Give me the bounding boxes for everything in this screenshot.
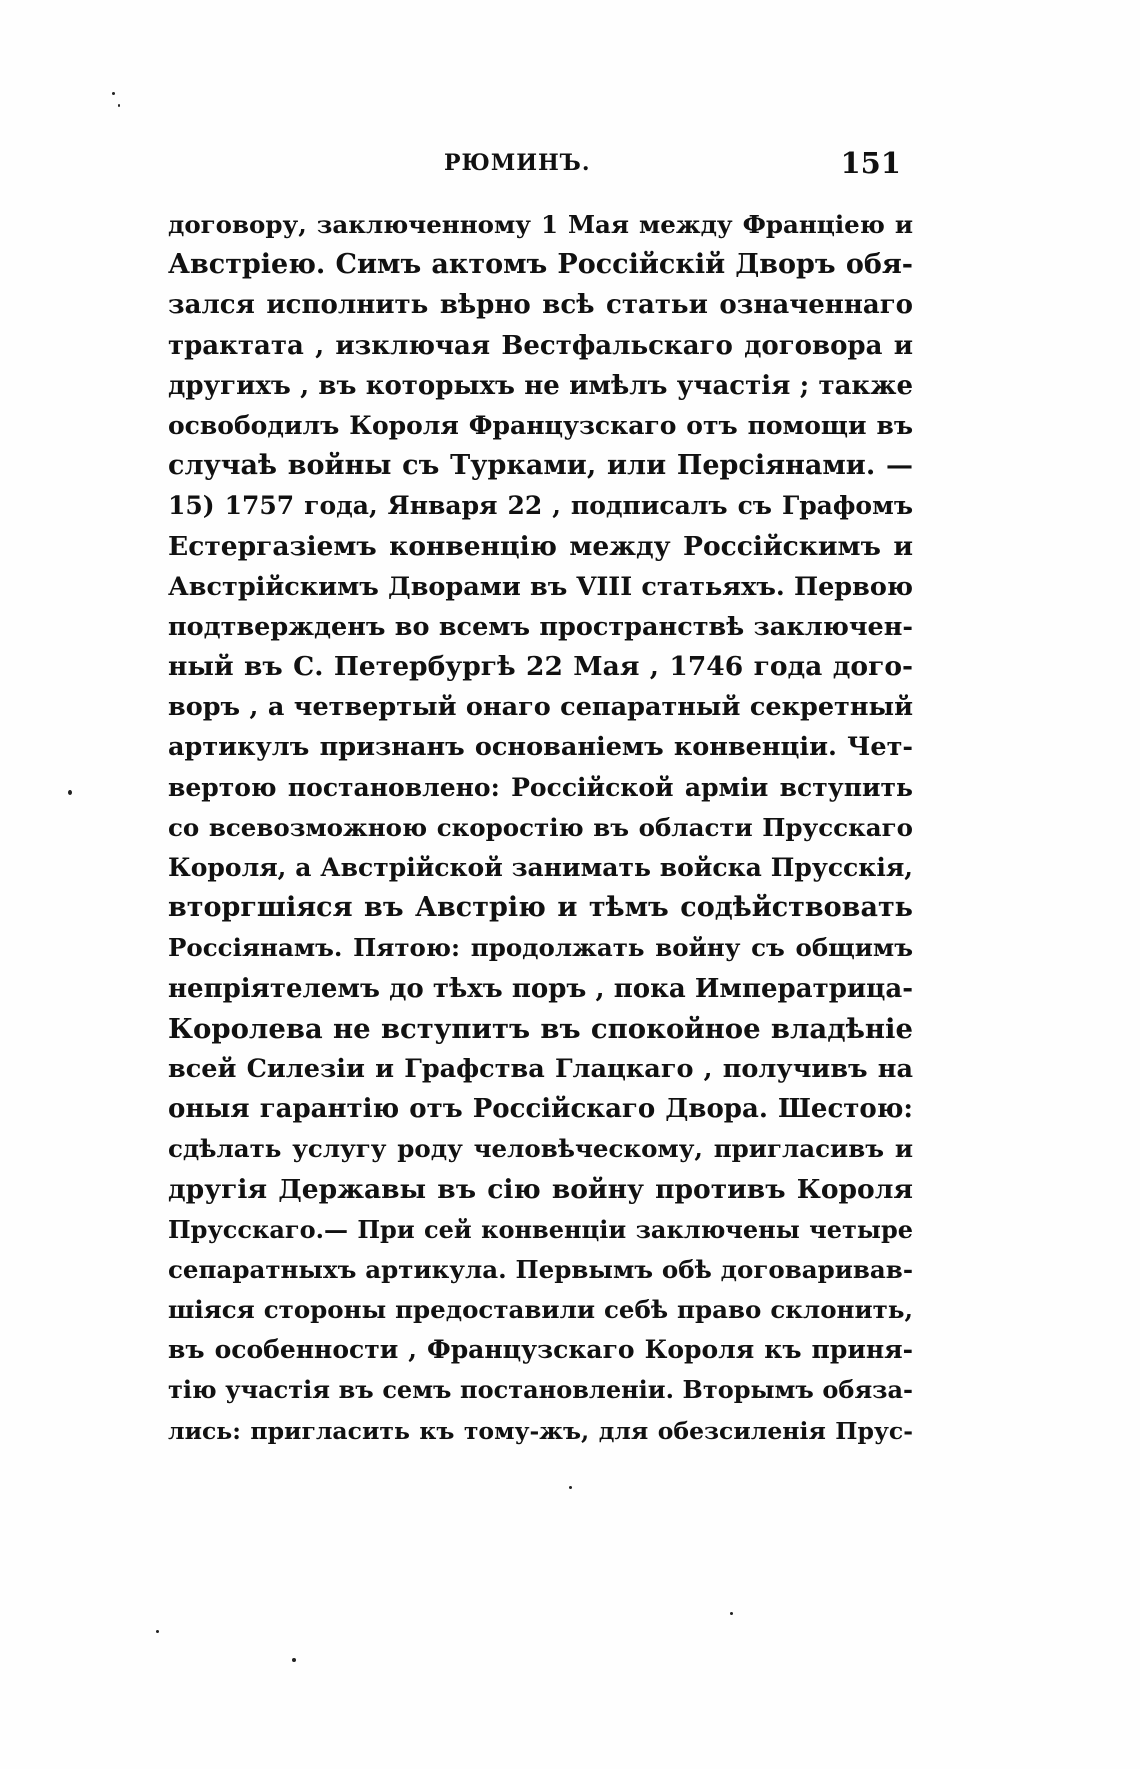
text-line: Королева не вступитъ въ спокойное владѣніе bbox=[168, 1012, 913, 1045]
scan-speck bbox=[569, 1486, 572, 1489]
text-line: сепаратныхъ артикула. Первымъ обѣ договаривав- bbox=[168, 1254, 913, 1284]
text-line: въ особенности , Французскаго Короля къ приня- bbox=[168, 1335, 913, 1365]
text-line: всей Силезіи и Графства Глацкаго , получивъ на bbox=[168, 1053, 913, 1084]
text-line: другихъ , въ которыхъ не имѣлъ участія ; также bbox=[168, 370, 913, 401]
scan-speck bbox=[112, 92, 115, 95]
text-line: Австрійскимъ Дворами въ VIII статьяхъ. Первою bbox=[168, 571, 913, 602]
text-line: подтвержденъ во всемъ пространствѣ заключен- bbox=[168, 611, 913, 642]
text-line: вторгшіяся въ Австрію и тѣмъ содѣйствовать bbox=[168, 892, 913, 924]
text-line: договору, заключенному 1 Мая между Франціею и bbox=[168, 210, 913, 239]
text-line: случаѣ войны съ Турками, или Персіянами. — bbox=[168, 450, 913, 482]
text-line: непріятелемъ до тѣхъ поръ , пока Императрица- bbox=[168, 973, 913, 1004]
text-line: ный въ С. Петербургѣ 22 Мая , 1746 года дого- bbox=[168, 651, 913, 683]
text-line: оныя гарантію отъ Россійскаго Двора. Шестою: bbox=[168, 1094, 913, 1125]
text-line: тію участія въ семъ постановленіи. Вторымъ обяза- bbox=[168, 1375, 913, 1405]
body-text bbox=[168, 205, 913, 1451]
text-line: воръ , а четвертый онаго сепаратный секретный bbox=[168, 692, 913, 723]
text-line: Австріею. Симъ актомъ Россійскій Дворъ обя- bbox=[168, 249, 913, 281]
text-line: сдѣлать услугу роду человѣческому, пригласивъ и bbox=[168, 1134, 913, 1164]
scan-speck bbox=[68, 790, 72, 795]
scan-speck bbox=[118, 104, 120, 107]
text-line: Естергазіемъ конвенцію между Россійскимъ и bbox=[168, 530, 913, 562]
text-line: шіяся стороны предоставили себѣ право склонить, bbox=[168, 1295, 913, 1325]
running-title: РЮМИНЪ. bbox=[444, 150, 591, 176]
text-line: зался исполнить вѣрно всѣ статьи означеннаго bbox=[168, 290, 913, 321]
text-line: Россіянамъ. Пятою: продолжать войну съ общимъ bbox=[168, 933, 913, 963]
text-line: Короля, а Австрійской занимать войска Прусскія, bbox=[168, 853, 913, 882]
text-line: другія Державы въ сію войну противъ Короля bbox=[168, 1173, 913, 1205]
text-line: трактата , изключая Вестфальскаго договора и bbox=[168, 330, 913, 361]
running-head bbox=[168, 146, 913, 184]
text-line: освободилъ Короля Французскаго отъ помощи въ bbox=[168, 410, 913, 440]
scan-speck bbox=[730, 1612, 733, 1615]
scan-speck bbox=[156, 1630, 159, 1633]
text-line: лись: пригласить къ тому-жъ, для обезсиленія Прус- bbox=[168, 1416, 913, 1445]
text-line: вертою постановлено: Россійской арміи вступить bbox=[168, 772, 913, 802]
page-number: 151 bbox=[840, 146, 901, 180]
text-line: 15) 1757 года, Января 22 , подписалъ съ Графомъ bbox=[168, 491, 913, 521]
text-line: со всевозможною скоростію въ области Прусскаго bbox=[168, 812, 913, 842]
text-line: артикулъ признанъ основаніемъ конвенціи. Чет- bbox=[168, 732, 913, 763]
text-line: Прусскаго.— При сей конвенціи заключены четыре bbox=[168, 1214, 913, 1244]
scan-speck bbox=[292, 1658, 296, 1662]
